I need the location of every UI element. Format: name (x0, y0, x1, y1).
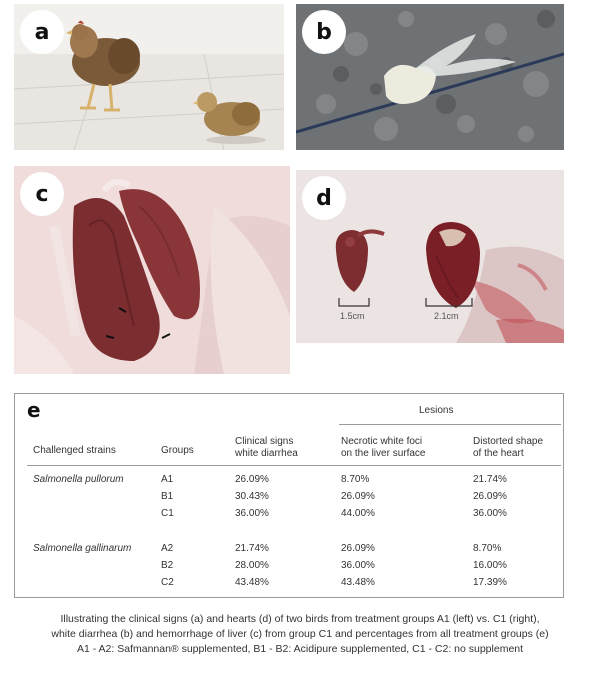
table-cell-heart: 36.00% (473, 508, 507, 519)
col-header-clinical-1: Clinical signs (235, 436, 294, 447)
photo-panel-c (14, 166, 290, 374)
col-header-heart-1: Distorted shape (473, 436, 544, 447)
panel-label-b: b (302, 10, 346, 54)
table-cell-heart: 8.70% (473, 543, 502, 554)
photo-panel-d (296, 170, 564, 343)
caption-line-2: white diarrhea (b) and hemorrhage of liver (c) from group C1 and percentages from all treatment groups (e) (51, 628, 549, 640)
table-cell-clinical: 30.43% (235, 491, 269, 502)
table-cell-clinical: 43.48% (235, 577, 269, 588)
table-cell-group: C2 (161, 577, 174, 588)
table-cell-group: A1 (161, 474, 174, 485)
table-cell-necrotic: 43.48% (341, 577, 375, 588)
panel-label-d: d (302, 176, 346, 220)
table-cell-necrotic: 36.00% (341, 560, 375, 571)
scale-label-right: 2.1cm (434, 311, 459, 321)
table-cell-clinical: 21.74% (235, 543, 269, 554)
col-header-necrotic-1: Necrotic white foci (341, 436, 423, 447)
col-header-heart-2: of the heart (473, 448, 524, 459)
lesions-rule (339, 424, 561, 425)
lesions-header: Lesions (419, 405, 454, 416)
table-cell-heart: 17.39% (473, 577, 507, 588)
caption-line-3: A1 - A2: Safmannan® supplemented, B1 - B2: Acidipure supplemented, C1 - C2: no supplement (76, 643, 524, 655)
header-rule (27, 465, 561, 466)
table-cell-clinical: 36.00% (235, 508, 269, 519)
caption-line-1: Illustrating the clinical signs (a) and hearts (d) of two birds from treatment groups A1 (left) vs. C1 (right), (60, 613, 540, 625)
results-table (14, 393, 564, 598)
col-header-necrotic-2: on the liver surface (341, 448, 426, 459)
table-cell-necrotic: 26.09% (341, 491, 375, 502)
col-header-clinical-2: white diarrhea (235, 448, 298, 459)
table-cell-necrotic: 8.70% (341, 474, 370, 485)
col-header-groups: Groups (161, 445, 194, 456)
table-cell-heart: 26.09% (473, 491, 507, 502)
table-cell-clinical: 26.09% (235, 474, 269, 485)
scale-label-left: 1.5cm (340, 311, 365, 321)
table-cell-group: B1 (161, 491, 174, 502)
table-cell-heart: 16.00% (473, 560, 507, 571)
table-cell-group: A2 (161, 543, 174, 554)
table-cell-strain: Salmonella pullorum (33, 474, 124, 485)
table-cell-strain: Salmonella gallinarum (33, 543, 132, 554)
photo-panel-a (14, 4, 284, 150)
table-cell-clinical: 28.00% (235, 560, 269, 571)
photo-panel-b (296, 4, 564, 150)
panel-label-a: a (20, 10, 64, 54)
table-cell-group: C1 (161, 508, 174, 519)
figure-caption (10, 612, 590, 657)
panel-label-c: c (20, 172, 64, 216)
col-header-strain: Challenged strains (33, 445, 116, 456)
panel-label-e: e (27, 398, 41, 422)
table-cell-necrotic: 44.00% (341, 508, 375, 519)
table-cell-group: B2 (161, 560, 174, 571)
table-cell-necrotic: 26.09% (341, 543, 375, 554)
table-cell-heart: 21.74% (473, 474, 507, 485)
